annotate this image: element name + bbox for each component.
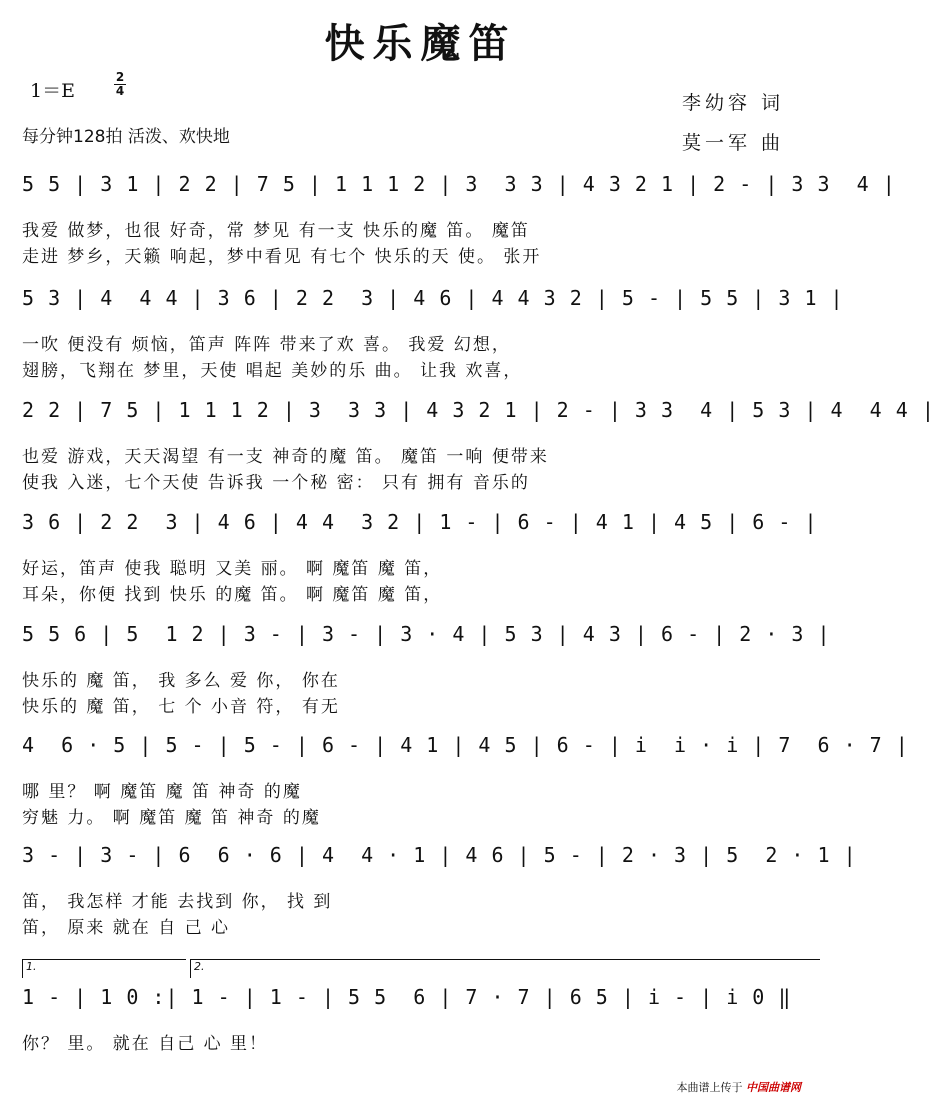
notation-line: 2 2 | 7 5 | 1 1 1 2 | 3 3 3 | 4 3 2 1 | 2 - | 3 3 4 | 5 3 | 4 4 4 | <box>22 398 935 422</box>
volta-first-ending: 1. <box>22 959 186 978</box>
page-title: 快乐魔笛 <box>324 21 517 67</box>
lyric-verse-2: 笛， 原来 就在 自 己 心 <box>22 918 231 938</box>
tempo-marking: 每分钟128拍 活泼、欢快地 <box>22 127 230 147</box>
volta-second-ending: 2. <box>190 959 820 978</box>
time-signature-top: 2 <box>115 70 125 84</box>
footer-prefix: 本曲谱上传于 <box>676 1081 743 1094</box>
notation-line: 5 5 6 | 5 1 2 | 3 - | 3 - | 3 · 4 | 5 3 | 4 3 | 6 - | 2 · 3 | <box>22 622 831 646</box>
footer-site: 中国曲谱网 <box>746 1081 801 1094</box>
lyricist-credit: 李幼容 词 <box>682 92 785 114</box>
lyric-verse-2: 快乐的 魔 笛， 七 个 小音 符， 有无 <box>22 697 340 717</box>
time-signature-bottom: 4 <box>115 84 125 98</box>
footer-credit <box>677 1079 802 1095</box>
time-signature <box>114 72 126 97</box>
lyric-verse-1: 也爱 游戏，天天渴望 有一支 神奇的魔 笛。 魔笛 一响 便带来 <box>22 447 549 467</box>
lyric-verse-1: 哪 里？ 啊 魔笛 魔 笛 神奇 的魔 <box>22 782 302 802</box>
notation-line: 1 - | 1 0 :| 1 - | 1 - | 5 5 6 | 7 · 7 | 6 5 | i - | i 0 ‖ <box>22 985 792 1009</box>
lyric-verse-2: 穷魅 力。 啊 魔笛 魔 笛 神奇 的魔 <box>22 808 321 828</box>
notation-line: 3 6 | 2 2 3 | 4 6 | 4 4 3 2 | 1 - | 6 - | 4 1 | 4 5 | 6 - | <box>22 510 818 534</box>
notation-line: 4 6 · 5 | 5 - | 5 - | 6 - | 4 1 | 4 5 | 6 - | i i · i | 7 6 · 7 | <box>22 733 909 757</box>
lyric-verse-1: 我爱 做梦，也很 好奇，常 梦见 有一支 快乐的魔 笛。 魔笛 <box>22 221 530 241</box>
notation-line: 5 5 | 3 1 | 2 2 | 7 5 | 1 1 1 2 | 3 3 3 | 4 3 2 1 | 2 - | 3 3 4 | <box>22 172 896 196</box>
composer-credit: 莫一军 曲 <box>682 132 785 154</box>
lyric-verse-1: 你？ 里。 就在 自己 心 里！ <box>22 1034 269 1054</box>
lyric-verse-1: 一吹 便没有 烦恼，笛声 阵阵 带来了欢 喜。 我爱 幻想， <box>22 335 511 355</box>
notation-line: 3 - | 3 - | 6 6 · 6 | 4 4 · 1 | 4 6 | 5 - | 2 · 3 | 5 2 · 1 | <box>22 843 857 867</box>
lyric-verse-1: 好运，笛声 使我 聪明 又美 丽。 啊 魔笛 魔 笛， <box>22 559 443 579</box>
lyric-verse-2: 使我 入迷，七个天使 告诉我 一个秘 密： 只有 拥有 音乐的 <box>22 473 530 493</box>
lyric-verse-2: 翅膀，飞翔在 梦里，天使 唱起 美妙的乐 曲。 让我 欢喜， <box>22 361 523 381</box>
notation-line: 5 3 | 4 4 4 | 3 6 | 2 2 3 | 4 6 | 4 4 3 2 | 5 - | 5 5 | 3 1 | <box>22 286 844 310</box>
key-signature: 1＝E <box>30 80 75 102</box>
lyric-verse-2: 耳朵，你便 找到 快乐 的魔 笛。 啊 魔笛 魔 笛， <box>22 585 443 605</box>
lyric-verse-1: 笛， 我怎样 才能 去找到 你， 找 到 <box>22 892 333 912</box>
lyric-verse-2: 走进 梦乡，天籁 响起，梦中看见 有七个 快乐的天 使。 张开 <box>22 247 542 267</box>
lyric-verse-1: 快乐的 魔 笛， 我 多么 爱 你， 你在 <box>22 671 340 691</box>
